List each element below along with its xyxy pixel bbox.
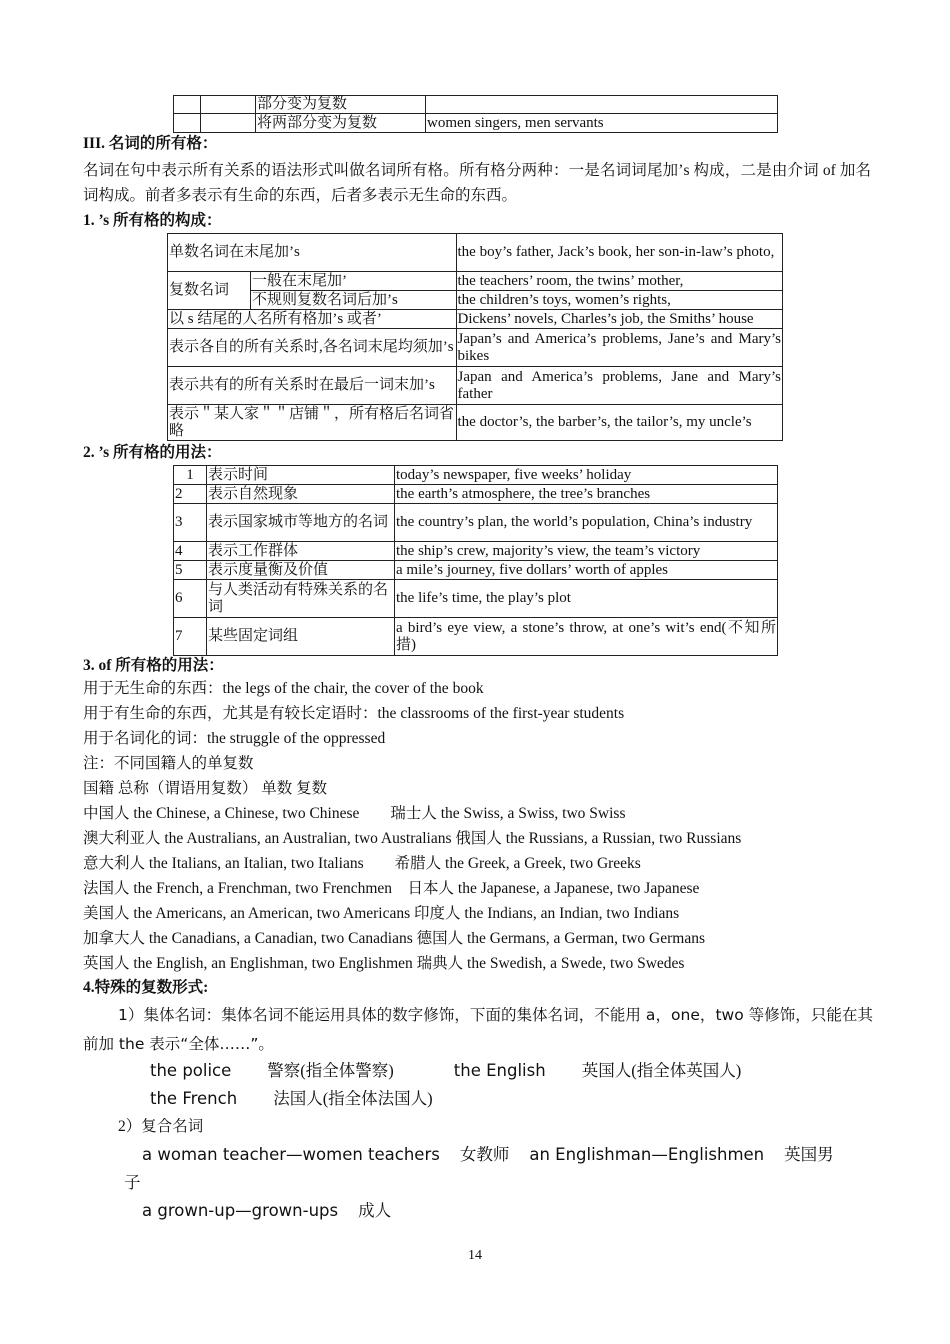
table-cell: 表示＂某人家＂＂店铺＂，所有格后名词省略 [169, 405, 455, 439]
table-cell: 4 [174, 542, 207, 561]
table-row [174, 466, 778, 485]
example-en: a woman teacher—women teachers [142, 1145, 440, 1164]
text-line: 法国人 the French, a Frenchman, two Frenchmen 日本人 the Japanese, a Japanese, two Japanese [83, 880, 700, 897]
table-row [174, 542, 778, 561]
example-en: the English [453, 1061, 546, 1080]
example-line [150, 1058, 741, 1084]
table-cell: the life’s time, the play’s plot [395, 580, 778, 618]
table-row [174, 561, 778, 580]
subsection-heading: 4.特殊的复数形式: [83, 979, 209, 996]
example-line [150, 1086, 433, 1112]
table-cell: today’s newspaper, five weeks’ holiday [395, 466, 778, 485]
example-line-wrap: 子 [124, 1173, 141, 1192]
table-cell [426, 96, 778, 114]
page-number: 14 [468, 1248, 482, 1263]
collective-noun-paragraph [83, 1001, 873, 1059]
text-line: 国籍 总称（谓语用复数） 单数 复数 [83, 780, 328, 797]
example-en: the police [150, 1061, 232, 1080]
text-line: 美国人 the Americans, an American, two Americans 印度人 the Indians, an Indian, two Indians [83, 905, 680, 922]
collective-noun-text: 1）集体名词：集体名词不能运用具体的数字修饰，下面的集体名词，不能用 a，one，two 等修饰，只能在其前加 the 表示“全体……”。 [83, 1006, 873, 1053]
section-intro: 名词在句中表示所有关系的语法形式叫做名词所有格。所有格分两种：一是名词词尾加’s 构成，二是由介词 of 加名词构成。前者多表示有生命的东西，后者多表示无生命的东西。 [83, 162, 871, 204]
text-line: 注：不同国籍人的单复数 [83, 755, 254, 772]
table-cell: 3 [174, 504, 207, 542]
table-cell: 7 [174, 618, 207, 656]
table-cell: 将两部分变为复数 [256, 114, 426, 133]
table-cell: 5 [174, 561, 207, 580]
table-cell: the boy’s father, Jack’s book, her son-in-law’s photo, [456, 234, 782, 272]
example-en: a grown-up—grown-ups [142, 1201, 339, 1220]
table-cell: a mile’s journey, five dollars’ worth of apples [395, 561, 778, 580]
compound-noun-heading: 2）复合名词 [118, 1118, 204, 1135]
example-cn: 法国人(指全体法国人) [273, 1089, 433, 1108]
example-en: an Englishman—Englishmen [529, 1145, 765, 1164]
subsection-heading: 2. ’s 所有格的用法： [83, 444, 222, 461]
table-cell: 部分变为复数 [256, 96, 426, 114]
table-cell: 1 [174, 466, 207, 485]
possessive-usage-table [173, 465, 778, 656]
text-line: 意大利人 the Italians, an Italian, two Italians 希腊人 the Greek, a Greek, two Greeks [83, 855, 641, 872]
table-row [174, 485, 778, 504]
table-cell: the earth’s atmosphere, the tree’s branches [395, 485, 778, 504]
table-cell: 表示时间 [207, 466, 395, 485]
possessive-formation-table [167, 233, 783, 441]
table-cell: 某些固定词组 [207, 618, 395, 656]
table-cell: 以 s 结尾的人名所有格加’s 或者’ [168, 310, 457, 329]
example-cn: 女教师 [459, 1145, 510, 1164]
text-line: 用于有生命的东西，尤其是有较长定语时：the classrooms of the first-year students [83, 705, 625, 722]
table-cell: Japan’s and America’s problems, Jane’s and Mary’s bikes [456, 329, 782, 367]
table-cell [201, 96, 256, 114]
table-cell: women singers, men servants [426, 114, 778, 133]
table-cell: 表示各自的所有关系时,各名词末尾均须加’s [168, 329, 457, 367]
table-cell: 2 [174, 485, 207, 504]
table-cell: 表示度量衡及价值 [207, 561, 395, 580]
example-cn: 英国男 [784, 1145, 834, 1164]
text-line: 澳大利亚人 the Australians, an Australian, two Australians 俄国人 the Russians, a Russian, two Russians [83, 830, 742, 847]
text-line: 用于名词化的词：the struggle of the oppressed [83, 730, 386, 747]
text-line: 用于无生命的东西：the legs of the chair, the cover of the book [83, 680, 484, 697]
subsection-heading: 3. of 所有格的用法： [83, 657, 224, 674]
table-cell: the doctor’s, the barber’s, the tailor’s, my uncle’s [456, 405, 782, 441]
table-row [174, 580, 778, 618]
table-cell: 复数名词 [168, 272, 251, 310]
example-cn: 英国人(指全体英国人) [581, 1061, 742, 1080]
table-cell: a bird’s eye view, a stone’s throw, at one’s wit’s end(不知所措) [395, 618, 778, 656]
table-cell: Dickens’ novels, Charles’s job, the Smiths’ house [456, 310, 782, 329]
text-line: 中国人 the Chinese, a Chinese, two Chinese 瑞士人 the Swiss, a Swiss, two Swiss [83, 805, 626, 822]
table-cell: 表示工作群体 [207, 542, 395, 561]
table-cell: the ship’s crew, majority’s view, the team’s victory [395, 542, 778, 561]
table-cell: the country’s plan, the world’s population, China’s industry [395, 504, 778, 542]
noun-plural-table-fragment [173, 95, 778, 133]
table-cell: Japan and America’s problems, Jane and Mary’s father [456, 367, 782, 405]
example-cn: 警察(指全体警察) [267, 1061, 394, 1080]
table-row [174, 618, 778, 656]
example-en: the French [150, 1089, 238, 1108]
table-cell [174, 96, 201, 114]
text-line: 加拿大人 the Canadians, a Canadian, two Canadians 德国人 the Germans, a German, two Germans [83, 930, 705, 947]
table-cell: 表示国家城市等地方的名词 [207, 504, 395, 542]
table-cell: the teachers’ room, the twins’ mother, [456, 272, 782, 291]
table-cell: 一般在末尾加’ [251, 272, 457, 291]
example-cn: 成人 [358, 1201, 392, 1220]
table-cell: 表示自然现象 [207, 485, 395, 504]
table-row [174, 504, 778, 542]
table-cell: 6 [174, 580, 207, 618]
table-cell: the children’s toys, women’s rights, [456, 291, 782, 310]
text-line: 英国人 the English, an Englishman, two Englishmen 瑞典人 the Swedish, a Swede, two Swedes [83, 955, 685, 972]
example-line [142, 1142, 834, 1168]
section-heading: III. 名词的所有格： [83, 135, 218, 152]
table-cell [174, 114, 201, 133]
table-cell: 表示共有的所有关系时在最后一词末加’s [168, 367, 457, 405]
table-cell [201, 114, 256, 133]
table-cell: 单数名词在末尾加’s [168, 234, 457, 272]
table-cell: 与人类活动有特殊关系的名词 [207, 580, 395, 618]
subsection-heading: 1. ’s 所有格的构成： [83, 212, 222, 229]
table-cell: 不规则复数名词后加’s [251, 291, 457, 310]
example-line [142, 1198, 391, 1224]
